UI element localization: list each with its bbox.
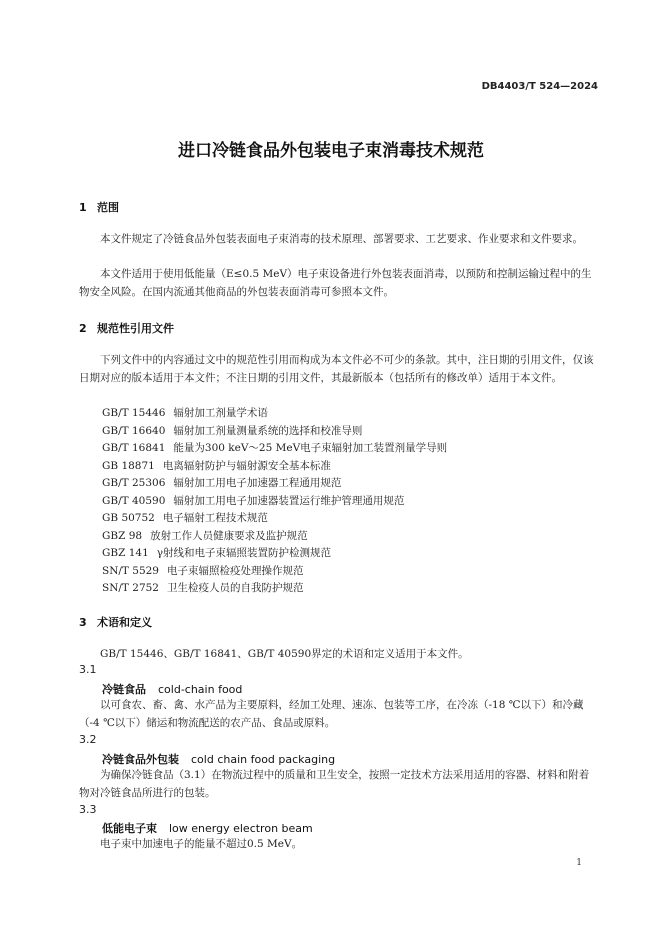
term-chinese: 低能电子束 [102,822,157,835]
section-3-heading [79,614,152,630]
reference-title: 能量为300 keV～25 MeV电子束辐射加工装置剂量学导则 [173,442,448,454]
reference-item [102,563,303,581]
reference-item [102,528,308,546]
term-chinese: 冷链食品外包装 [102,753,179,766]
reference-code: GB/T 16640 [102,425,166,437]
reference-title: 辐射加工用电子加速器工程通用规范 [173,477,342,489]
reference-item [102,475,341,493]
term-definition: 电子束中加速电子的能量不超过0.5 MeV。 [100,838,303,850]
term-english: cold chain food packaging [191,753,336,766]
page-number: 1 [576,858,582,868]
section-number: 1 [79,201,87,214]
term-english: cold-chain food [158,683,243,696]
term-number: 3.1 [79,663,97,676]
reference-title: 辐射加工用电子加速器装置运行维护管理通用规范 [173,495,405,507]
reference-title: 电离辐射防护与辐射源安全基本标准 [162,460,331,472]
reference-item [102,545,331,563]
term-heading [102,681,242,697]
reference-item [102,510,268,528]
section-number: 2 [79,322,87,335]
term-heading [102,751,335,767]
section-3-intro: GB/T 15446、GB/T 16841、GB/T 40590界定的术语和定义适用于本文件。 [100,648,469,660]
reference-item [102,458,331,476]
section-1-paragraph-1: 本文件规定了冷链食品外包装表面电子束消毒的技术原理、部署要求、工艺要求、作业要求和文件要求。 [100,233,583,245]
term-chinese: 冷链食品 [102,683,146,696]
reference-title: 辐射加工剂量测量系统的选择和校准导则 [173,425,363,437]
reference-code: GB 50752 [102,512,155,524]
reference-title: 卫生检疫人员的自我防护规范 [166,582,304,594]
reference-code: SN/T 2752 [102,582,159,594]
reference-code: GB/T 15446 [102,407,166,419]
reference-code: GB/T 25306 [102,477,166,489]
document-code: DB4403/T 524—2024 [481,81,598,92]
reference-code: GBZ 98 [102,530,143,542]
reference-item [102,423,362,441]
section-2-intro: 下列文件中的内容通过文中的规范性引用而构成为本文件必不可少的条款。其中，注日期的引用文件，仅该日期对应的版本适用于本文件；不注日期的引用文件，其最新版本（包括所有的修改单）适用于本文件。 [79,354,594,384]
reference-item [102,580,303,598]
reference-title: 电子辐射工程技术规范 [162,512,268,524]
reference-item [102,440,447,458]
document-title: 进口冷链食品外包装电子束消毒技术规范 [178,141,484,161]
reference-code: GB/T 16841 [102,442,166,454]
section-2-heading [79,320,174,336]
section-title: 规范性引用文件 [97,322,174,335]
section-number: 3 [79,616,87,629]
reference-title: 放射工作人员健康要求及监护规范 [150,530,308,542]
term-number: 3.2 [79,733,97,746]
term-number: 3.3 [79,803,97,816]
reference-item [102,405,268,423]
reference-code: SN/T 5529 [102,565,159,577]
section-title: 术语和定义 [97,616,152,629]
term-english: low energy electron beam [169,822,313,835]
term-definition: 以可食农、畜、禽、水产品为主要原料，经加工处理、速冻、包装等工序，在冷冻（-18 ℃以下）和冷藏（-4 ℃以下）储运和物流配送的农产品、食品或原料。 [79,699,584,729]
section-title: 范围 [97,201,119,214]
reference-item [102,493,404,511]
reference-title: 电子束辐照检疫处理操作规范 [166,565,304,577]
reference-code: GB 18871 [102,460,155,472]
section-1-heading [79,199,119,215]
reference-title: 辐射加工剂量学术语 [173,407,268,419]
reference-code: GB/T 40590 [102,495,166,507]
term-heading [102,820,313,836]
reference-title: γ射线和电子束辐照装置防护检测规范 [156,547,332,559]
section-1-paragraph-2: 本文件适用于使用低能量（E≤0.5 MeV）电子束设备进行外包装表面消毒，以预防和控制运输过程中的生物安全风险。在国内流通其他商品的外包装表面消毒可参照本文件。 [79,268,592,298]
reference-code: GBZ 141 [102,547,149,559]
term-definition: 为确保冷链食品（3.1）在物流过程中的质量和卫生安全，按照一定技术方法采用适用的容器、材料和附着物对冷链食品所进行的包装。 [79,769,590,799]
